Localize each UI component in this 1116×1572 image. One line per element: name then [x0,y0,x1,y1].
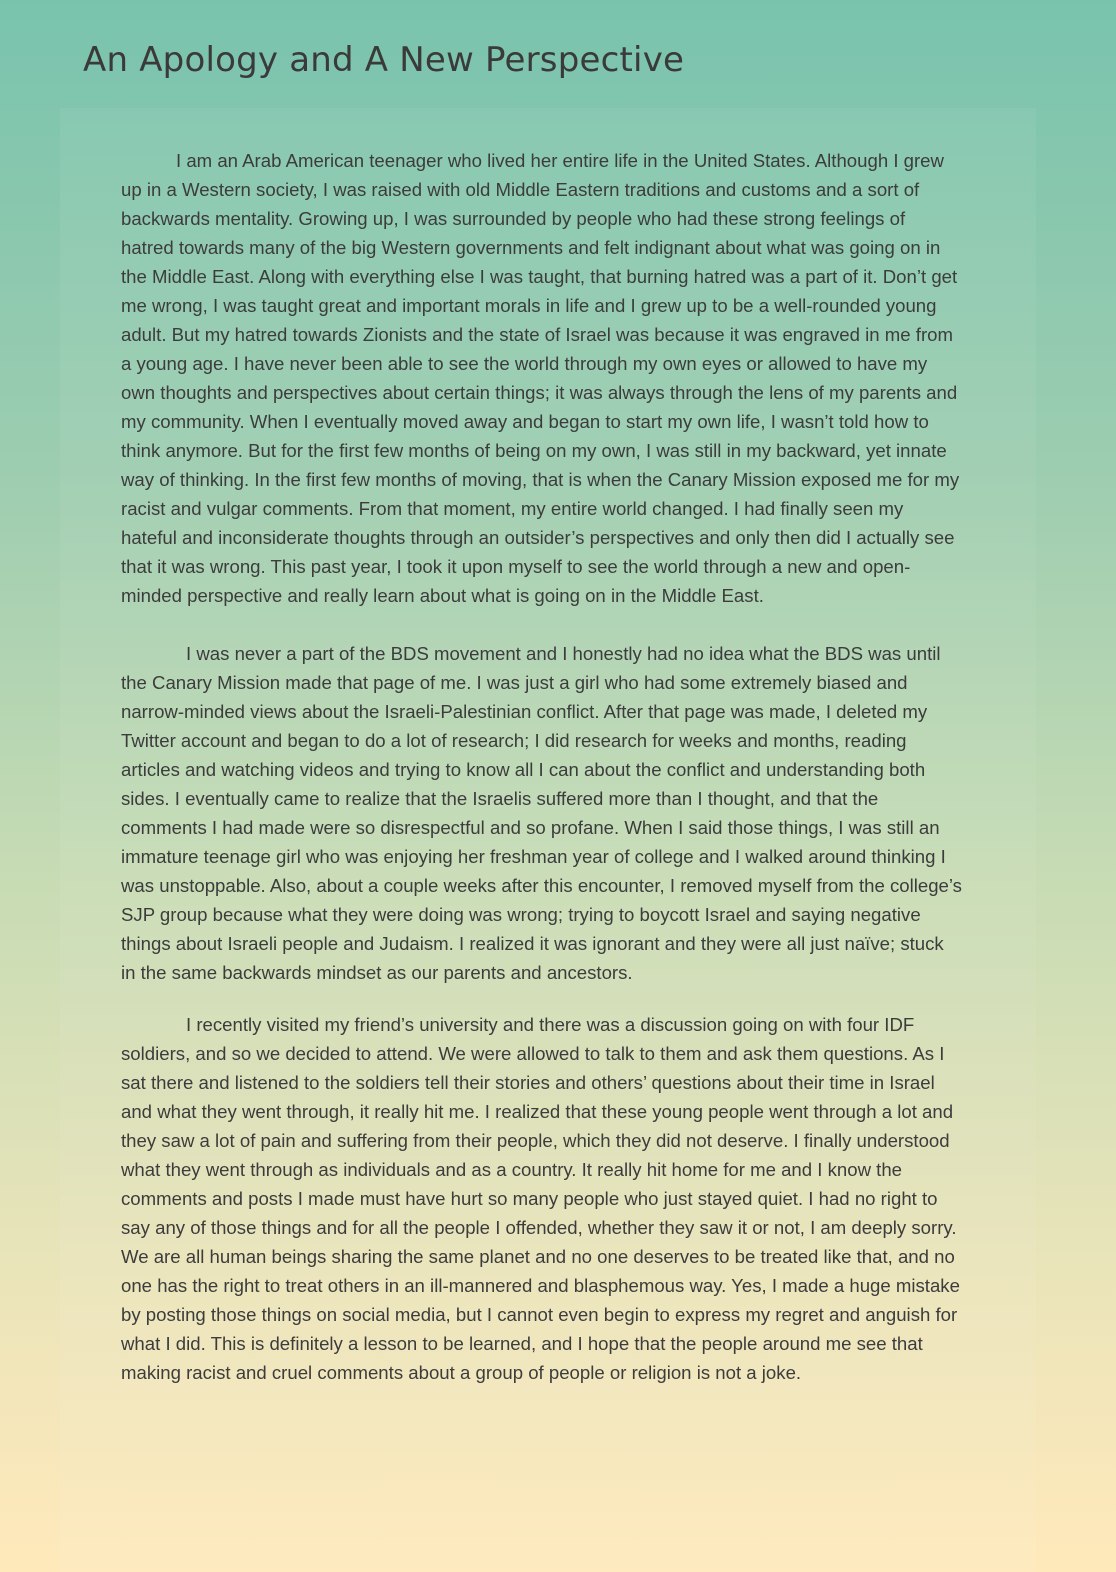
article-paragraph-3: I recently visited my friend’s university and there was a discussion going on with four IDF soldiers, and so we decided to attend. We were allowed to talk to them and ask them questions. As I sat there and listened to the soldiers tell their stories and others’ questions about their time in Israel and what they went through, it really hit me. I realized that these young people went through a lot and they saw a lot of pain and suffering from their people, which they did not deserve. I finally understood what they went through as individuals and as a country. It really hit home for me and I know the comments and posts I made must have hurt so many people who just stayed quiet. I had no right to say any of those things and for all the people I offended, whether they saw it or not, I am deeply sorry. We are all human beings sharing the same planet and no one deserves to be treated like that, and no one has the right to treat others in an ill-mannered and blasphemous way. Yes, I made a huge mistake by posting those things on social media, but I cannot even begin to express my regret and anguish for what I did. This is definitely a lesson to be learned, and I hope that the people around me see that making racist and cruel comments about a group of people or religion is not a joke. [121,1014,960,1383]
article-paragraph-2: I was never a part of the BDS movement and I honestly had no idea what the BDS was until the Canary Mission made that page of me. I was just a girl who had some extremely biased and narrow-minded views about the Israeli-Palestinian conflict. After that page was made, I deleted my Twitter account and began to do a lot of research; I did research for weeks and months, reading articles and watching videos and trying to know all I can about the conflict and understanding both sides. I eventually came to realize that the Israelis suffered more than I thought, and that the comments I had made were so disrespectful and so profane. When I said those things, I was still an immature teenage girl who was enjoying her freshman year of college and I walked around thinking I was unstoppable. Also, about a couple weeks after this encounter, I removed myself from the college’s SJP group because what they were doing was wrong; trying to boycott Israel and saying negative things about Israeli people and Judaism. I realized it was ignorant and they were all just naïve; stuck in the same backwards mindset as our parents and ancestors. [121,643,962,983]
article-body [121,146,963,1416]
article-paragraph-1: I am an Arab American teenager who lived her entire life in the United States. Although I grew up in a Western society, I was raised with old Middle Eastern traditions and customs and a sort of backwards mentality. Growing up, I was surrounded by people who had these strong feelings of hatred towards many of the big Western governments and felt indignant about what was going on in the Middle East. Along with everything else I was taught, that burning hatred was a part of it. Don’t get me wrong, I was taught great and important morals in life and I grew up to be a well-rounded young adult. But my hatred towards Zionists and the state of Israel was because it was engraved in me from a young age. I have never been able to see the world through my own eyes or allowed to have my own thoughts and perspectives about certain things; it was always through the lens of my parents and my community. When I eventually moved away and began to start my own life, I wasn’t told how to think anymore. But for the first few months of being on my own, I was still in my backward, yet innate way of thinking. In the first few months of moving, that is when the Canary Mission exposed me for my racist and vulgar comments. From that moment, my entire world changed. I had finally seen my hateful and inconsiderate thoughts through an outsider’s perspectives and only then did I actually see that it was wrong. This past year, I took it upon myself to see the world through a new and open-minded perspective and really learn about what is going on in the Middle East. [121,150,960,606]
page-title: An Apology and A New Perspective [83,40,685,80]
